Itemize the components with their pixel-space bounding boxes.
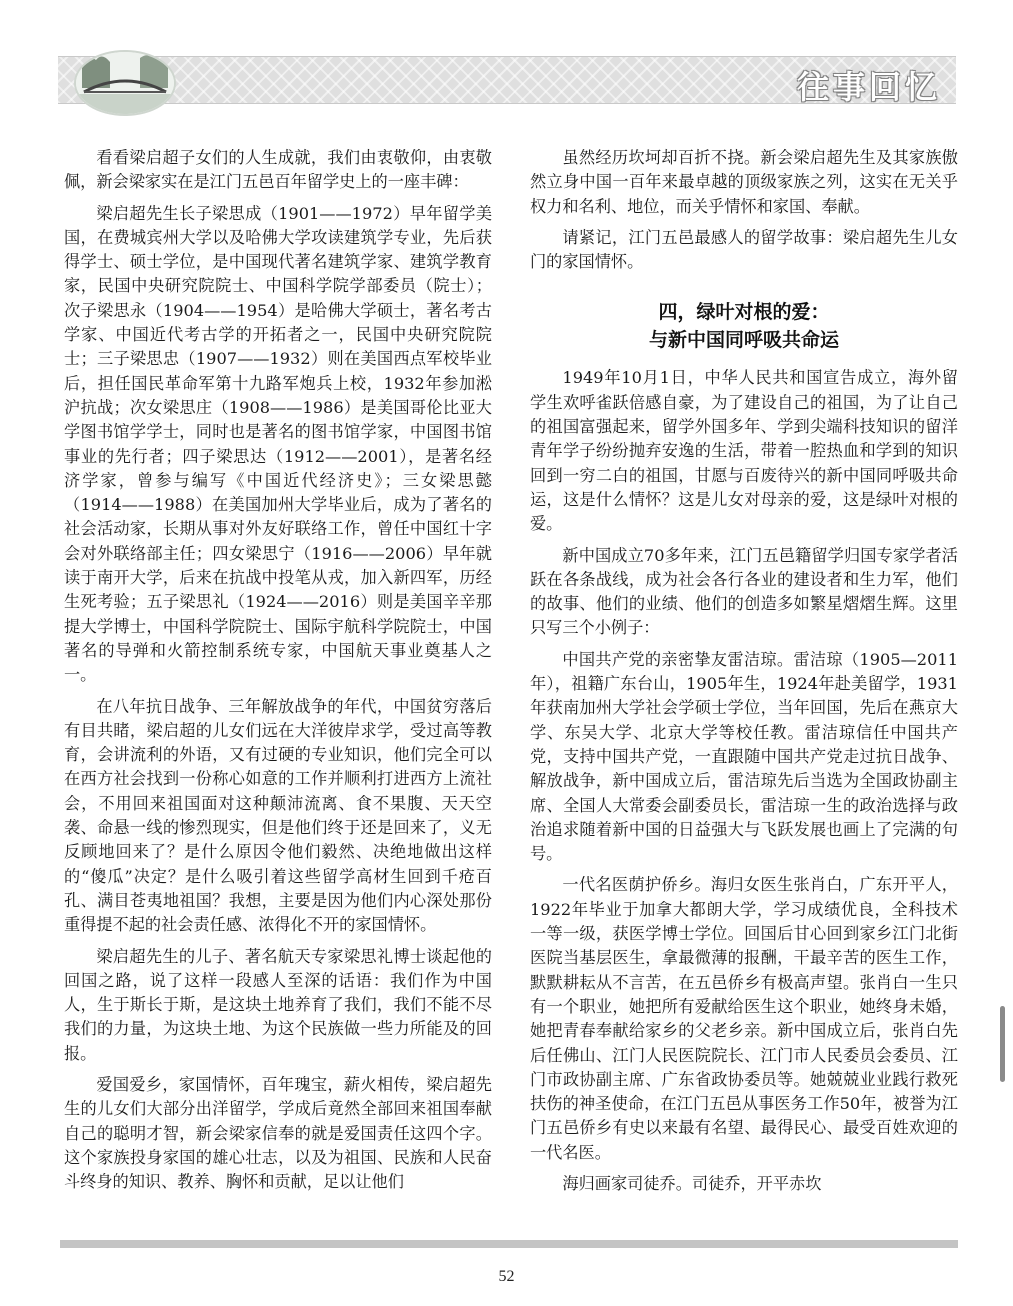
paragraph: 中国共产党的亲密挚友雷洁琼。雷洁琼（1905—2011年），祖籍广东台山，1905年生，1924年赴美留学，1931年获南加州大学社会学硕士学位，当年回国，先后在燕京大学、东吴大学、北京大学等校任教。雷洁琼信任中国共产党，支持中国共产党，一直跟随中国共产党走过抗日战争、解放战争，新中国成立后，雷洁琼先后当选为全国政协副主席、全国人大常委会副委员长，雷洁琼一生的政治选择与政治追求随着新中国的日益强大与飞跃发展也画上了完满的句号。: [530, 649, 958, 864]
paragraph: 爱国爱乡，家国情怀，百年瑰宝，薪火相传，梁启超先生的儿女们大部分出洋留学，学成后竟然全部回来祖国奉献自己的聪明才智，新会梁家信奉的就是爱国责任这四个字。这个家族投身家国的雄心壮志，以及为祖国、民族和人民奋斗终身的知识、教养、胸怀和贡献，足以让他们: [64, 1074, 492, 1192]
landscape-bridge-logo: [74, 50, 176, 116]
section-heading-line-2: 与新中国同呼吸共命运: [648, 329, 839, 352]
section-heading: [530, 298, 958, 354]
paragraph: 海归画家司徒乔。司徒乔，开平赤坎: [562, 1173, 822, 1193]
footer-divider-bar: [60, 1240, 958, 1248]
section-heading-line-1: 四，绿叶对根的爱：: [658, 301, 830, 324]
paragraph: 梁启超先生的儿子、著名航天专家梁思礼博士谈起他的回国之路，说了这样一段感人至深的话语：我们作为中国人，生于斯长于斯，是这块土地养育了我们，我们不能不尽我们的力量，为这块土地、为这个民族做一些力所能及的回报。: [64, 946, 492, 1063]
left-text-column: [64, 146, 492, 1201]
paragraph: 一代名医荫护侨乡。海归女医生张肖白，广东开平人，1922年毕业于加拿大都朗大学，学习成绩优良，全科技术一等一级，获医学博士学位。回国后甘心回到家乡江门北街医院当基层医生，拿最微薄的报酬，干最辛苦的医生工作，默默耕耘从不言苦，在五邑侨乡有极高声望。张肖白一生只有一个职业，她把所有爱献给医生这个职业，她终身未婚，她把青春奉献给家乡的父老乡亲。新中国成立后，张肖白先后任佛山、江门人民医院院长、江门市人民委员会委员、江门市政协副主席、广东省政协委员等。她兢兢业业践行救死扶伤的神圣使命，在江门五邑从事医务工作50年，被誉为江门五邑侨乡有史以来最有名望、最得民心、最受百姓欢迎的一代名医。: [530, 875, 958, 1162]
right-intro-paragraphs: [530, 146, 958, 274]
page-number: 52: [498, 1268, 515, 1285]
paragraph: 请紧记，江门五邑最感人的留学故事：梁启超先生儿女门的家国情怀。: [530, 227, 958, 272]
scrollbar-thumb[interactable]: [1000, 1006, 1005, 1082]
paragraph: 1949年10月1日，中华人民共和国宣告成立，海外留学生欢呼雀跃倍感自豪，为了建设自己的祖国，为了让自己的祖国富强起来，留学外国多年、学到尖端科技知识的留洋青年学子纷纷抛弃安逸的生活，带着一腔热血和学到的知识回到一穷二白的祖国，甘愿与百废待兴的新中国同呼吸共命运，这是什么情怀？这是儿女对母亲的爱，这是绿叶对根的爱。: [530, 368, 958, 534]
paragraph: 虽然经历坎坷却百折不挠。新会梁启超先生及其家族傲然立身中国一百年来最卓越的顶级家族之列，这实在无关乎权力和名利、地位，而关乎情怀和家国、奉献。: [530, 148, 958, 216]
right-body-paragraphs: [530, 366, 958, 1196]
section-title: 往事回忆: [796, 68, 941, 106]
paragraph: 梁启超先生长子梁思成（1901——1972）早年留学美国，在费城宾州大学以及哈佛大学攻读建筑学专业，先后获得学士、硕士学位，是中国现代著名建筑学家、建筑学教育家，民国中央研究院院士、中国科学院学部委员（院士）；次子梁思永（1904——1954）是哈佛大学硕士，著名考古学家、中国近代考古学的开拓者之一，民国中央研究院院士；三子梁思忠（1907——1932）则在美国西点军校毕业后，担任国民革命军第十九路军炮兵上校，1932年参加淞沪抗战；次女梁思庄（1908——1986）是美国哥伦比亚大学图书馆学学士，同时也是著名的图书馆学家，中国图书馆事业的先行者；四子梁思达（1912——2001），是著名经济学家，曾参与编写《中国近代经济史》；三女梁思懿（1914——1988）在美国加州大学毕业后，成为了著名的社会活动家，长期从事对外友好联络工作，曾任中国红十字会对外联络部主任；四女梁思宁（1916——2006）早年就读于南开大学，后来在抗战中投笔从戎，加入新四军，历经生死考验；五子梁思礼（1924——2016）则是美国辛辛那提大学博士，中国科学院院士、国际宇航科学院院士，中国著名的导弹和火箭控制系统专家，中国航天事业奠基人之一。: [64, 203, 492, 685]
bridge-illustration-icon: [76, 52, 174, 114]
right-text-column: [530, 146, 958, 1203]
paragraph: 新中国成立70多年来，江门五邑籍留学归国专家学者活跃在各条战线，成为社会各行各业的建设者和生力军，他们的故事、他们的业绩、他们的创造多如繁星熠熠生辉。这里只写三个小例子：: [530, 545, 958, 638]
paragraph: 在八年抗日战争、三年解放战争的年代，中国贫穷落后有目共睹，梁启超的儿女们远在大洋彼岸求学，受过高等教育，会讲流利的外语，又有过硬的专业知识，他们完全可以在西方社会找到一份称心如意的工作并顺利打进西方上流社会，不用回来祖国面对这种颠沛流离、食不果腹、天天空袭、命悬一线的惨烈现实，但是他们终于还是回来了，义无反顾地回来了？是什么原因令他们毅然、决绝地做出这样的“傻瓜”决定？是什么吸引着这些留学高材生回到千疮百孔、满目苍夷地祖国？我想，主要是因为他们内心深处那份重得提不起的社会责任感、浓得化不开的家国情怀。: [64, 696, 492, 935]
paragraph: 看看梁启超子女们的人生成就，我们由衷敬仰，由衷敬佩，新会梁家实在是江门五邑百年留学史上的一座丰碑：: [64, 148, 492, 192]
